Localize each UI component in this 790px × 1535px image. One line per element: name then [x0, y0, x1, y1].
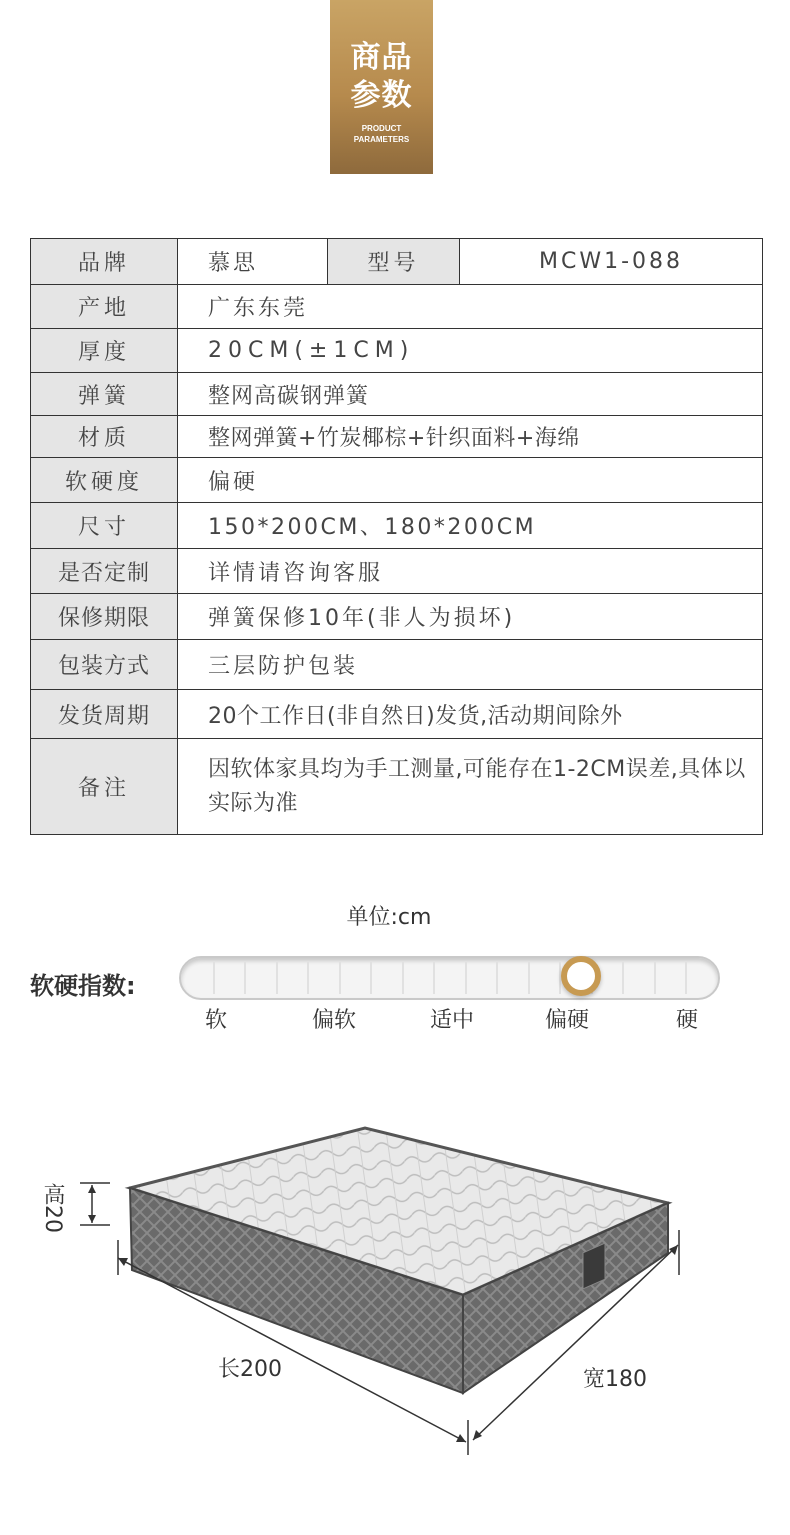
param-label: 发货周期: [31, 690, 178, 739]
slider-tick: [465, 962, 467, 994]
badge-title-line2: 参数: [350, 78, 413, 113]
model-value: MCW1-088: [460, 239, 763, 285]
brand-label: 品牌: [31, 239, 178, 285]
product-parameters-badge: [330, 0, 433, 174]
param-label: 厚度: [31, 329, 178, 373]
slider-tick: [685, 962, 687, 994]
model-label: 型号: [328, 239, 460, 285]
slider-tick: [276, 962, 278, 994]
param-label: 备注: [31, 739, 178, 835]
param-value: 三层防护包装: [178, 640, 763, 690]
param-label: 产地: [31, 285, 178, 329]
table-row: [31, 640, 763, 690]
table-row: [31, 373, 763, 416]
badge-title-line1: 商品: [350, 40, 413, 75]
firmness-scale-medium: 适中: [430, 1008, 475, 1033]
firmness-slider-track: [179, 956, 720, 1000]
param-value: 20个工作日(非自然日)发货,活动期间除外: [178, 690, 763, 739]
badge-subtitle-line1: PRODUCT: [361, 124, 402, 133]
param-label: 包装方式: [31, 640, 178, 690]
table-row: [31, 594, 763, 640]
param-value: 偏硬: [178, 458, 763, 503]
table-row: [31, 503, 763, 549]
table-row: [31, 739, 763, 835]
slider-tick: [654, 962, 656, 994]
table-row: [31, 549, 763, 594]
param-label: 弹簧: [31, 373, 178, 416]
table-row: [31, 690, 763, 739]
slider-tick: [528, 962, 530, 994]
slider-tick: [213, 962, 215, 994]
param-value: 因软体家具均为手工测量,可能存在1-2CM误差,具体以实际为准: [178, 739, 763, 835]
param-value: 弹簧保修10年(非人为损坏): [178, 594, 763, 640]
param-value: 20CM(±1CM): [178, 329, 763, 373]
parameters-table: [30, 238, 763, 835]
table-row-brand: [31, 239, 763, 285]
table-row: [31, 285, 763, 329]
param-value: 整网弹簧+竹炭椰棕+针织面料+海绵: [178, 416, 763, 458]
slider-tick: [622, 962, 624, 994]
badge-subtitle-line2: PARAMETERS: [353, 135, 410, 144]
param-value: 整网高碳钢弹簧: [178, 373, 763, 416]
table-row: [31, 416, 763, 458]
length-dimension-label: 长200: [218, 1357, 282, 1382]
firmness-scale-firm: 硬: [676, 1008, 699, 1033]
firmness-index-label: 软硬指数:: [30, 972, 136, 1000]
param-label: 材质: [31, 416, 178, 458]
table-row: [31, 458, 763, 503]
mattress-dimension-illustration: [0, 1100, 790, 1535]
param-value: 广东东莞: [178, 285, 763, 329]
height-dimension-label: 高20: [40, 1183, 65, 1233]
slider-tick: [433, 962, 435, 994]
param-value: 详情请咨询客服: [178, 549, 763, 594]
table-row: [31, 329, 763, 373]
param-value: 150*200CM、180*200CM: [178, 503, 763, 549]
slider-tick: [244, 962, 246, 994]
slider-tick: [339, 962, 341, 994]
slider-tick: [307, 962, 309, 994]
firmness-scale-slightly-firm: 偏硬: [545, 1008, 590, 1033]
param-label: 尺寸: [31, 503, 178, 549]
param-label: 软硬度: [31, 458, 178, 503]
firmness-scale-slightly-soft: 偏软: [312, 1008, 357, 1033]
unit-label: 单位:cm: [346, 905, 432, 930]
firmness-slider-knob: [561, 956, 601, 996]
width-dimension-label: 宽180: [583, 1367, 647, 1392]
slider-tick: [496, 962, 498, 994]
slider-tick: [370, 962, 372, 994]
brand-value: 慕思: [178, 239, 328, 285]
badge-subtitle: [330, 123, 433, 145]
param-label: 是否定制: [31, 549, 178, 594]
param-label: 保修期限: [31, 594, 178, 640]
firmness-scale-soft: 软: [205, 1008, 228, 1033]
slider-tick: [402, 962, 404, 994]
